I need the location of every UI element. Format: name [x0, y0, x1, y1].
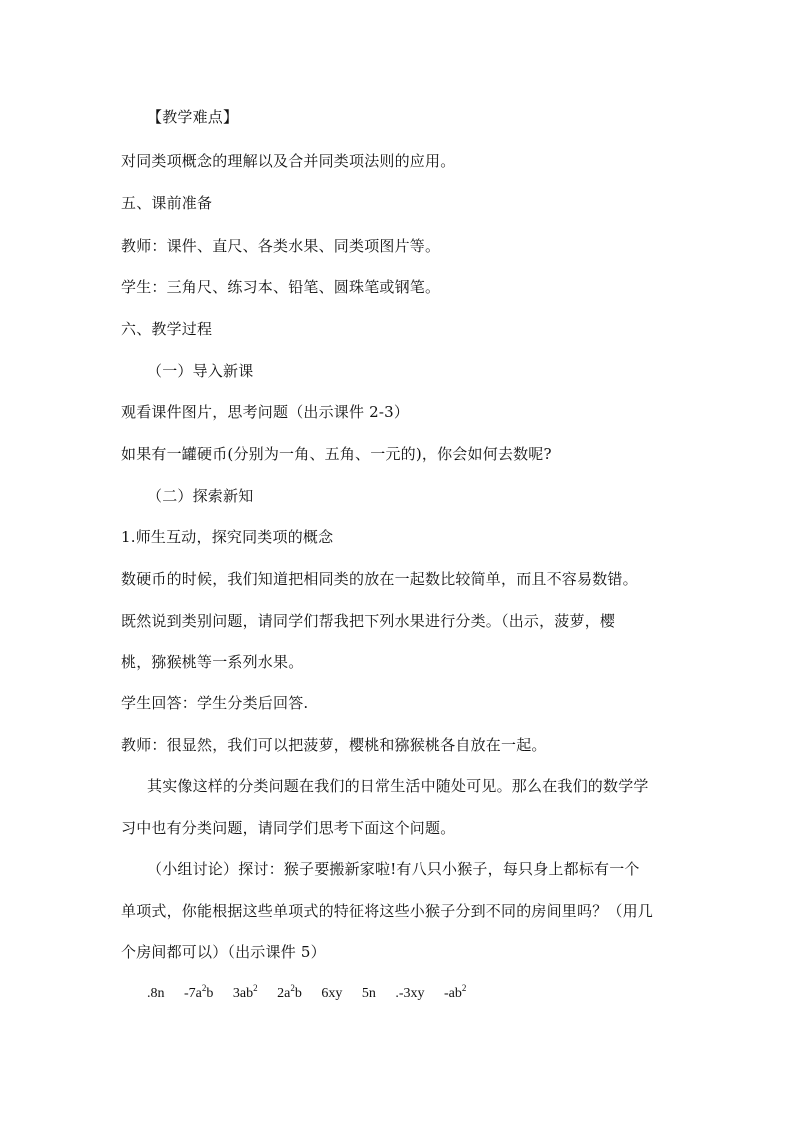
paragraph: 教师：课件、直尺、各类水果、同类项图片等。 [121, 237, 441, 255]
monomial: $2a^2b$ [277, 983, 302, 1001]
paragraph: 习中也有分类问题，请同学们思考下面这个问题。 [121, 819, 456, 837]
monomial: 5n [361, 986, 376, 1001]
paragraph: 数硬币的时候，我们知道把相同类的放在一起数比较简单，而且不容易数错。 [121, 570, 638, 588]
paragraph: （小组讨论）探讨：猴子要搬新家啦!有八只小猴子，每只身上都标有一个 [147, 860, 640, 878]
monomial: $-7a^2b$ [184, 983, 214, 1001]
paragraph: 其实像这样的分类问题在我们的日常生活中随处可见。那么在我们的数学学 [147, 777, 649, 795]
paragraph: 观看课件图片，思考问题（出示课件 2-3） [121, 403, 410, 421]
monomial: $-ab^2$ [444, 983, 467, 1001]
paragraph: 教师：很显然，我们可以把菠萝，樱桃和猕猴桃各自放在一起。 [121, 736, 547, 754]
paragraph: 学生回答：学生分类后回答. [121, 694, 309, 712]
paragraph: 单项式，你能根据这些单项式的特征将这些小猴子分到不同的房间里吗？（用几 [121, 902, 654, 920]
paragraph: 学生：三角尺、练习本、铅笔、圆珠笔或钢笔。 [121, 278, 441, 296]
paragraph: 如果有一罐硬币(分别为一角、五角、一元的)，你会如何去数呢? [121, 445, 552, 463]
monomial: 6xy [321, 986, 343, 1001]
monomial: .8n [147, 986, 165, 1001]
paragraph: 个房间都可以）（出示课件 5） [121, 943, 326, 961]
section-heading: 六、教学过程 [121, 320, 213, 338]
monomial: .-3xy [395, 986, 425, 1001]
subsection-heading: （一）导入新课 [147, 362, 254, 380]
numbered-heading: 1.师生互动，探究同类项的概念 [121, 528, 334, 546]
monomial-list [147, 984, 482, 1004]
section-heading-teaching-difficulties: 【教学难点】 [147, 108, 239, 126]
paragraph: 桃，猕猴桃等一系列水果。 [121, 653, 304, 671]
section-heading: 五、课前准备 [121, 194, 213, 212]
subsection-heading: （二）探索新知 [147, 487, 254, 505]
paragraph: 对同类项概念的理解以及合并同类项法则的应用。 [121, 152, 456, 170]
paragraph: 既然说到类别问题，请同学们帮我把下列水果进行分类。（出示，菠萝，樱 [121, 612, 616, 630]
monomial: $3ab^2$ [232, 983, 258, 1001]
